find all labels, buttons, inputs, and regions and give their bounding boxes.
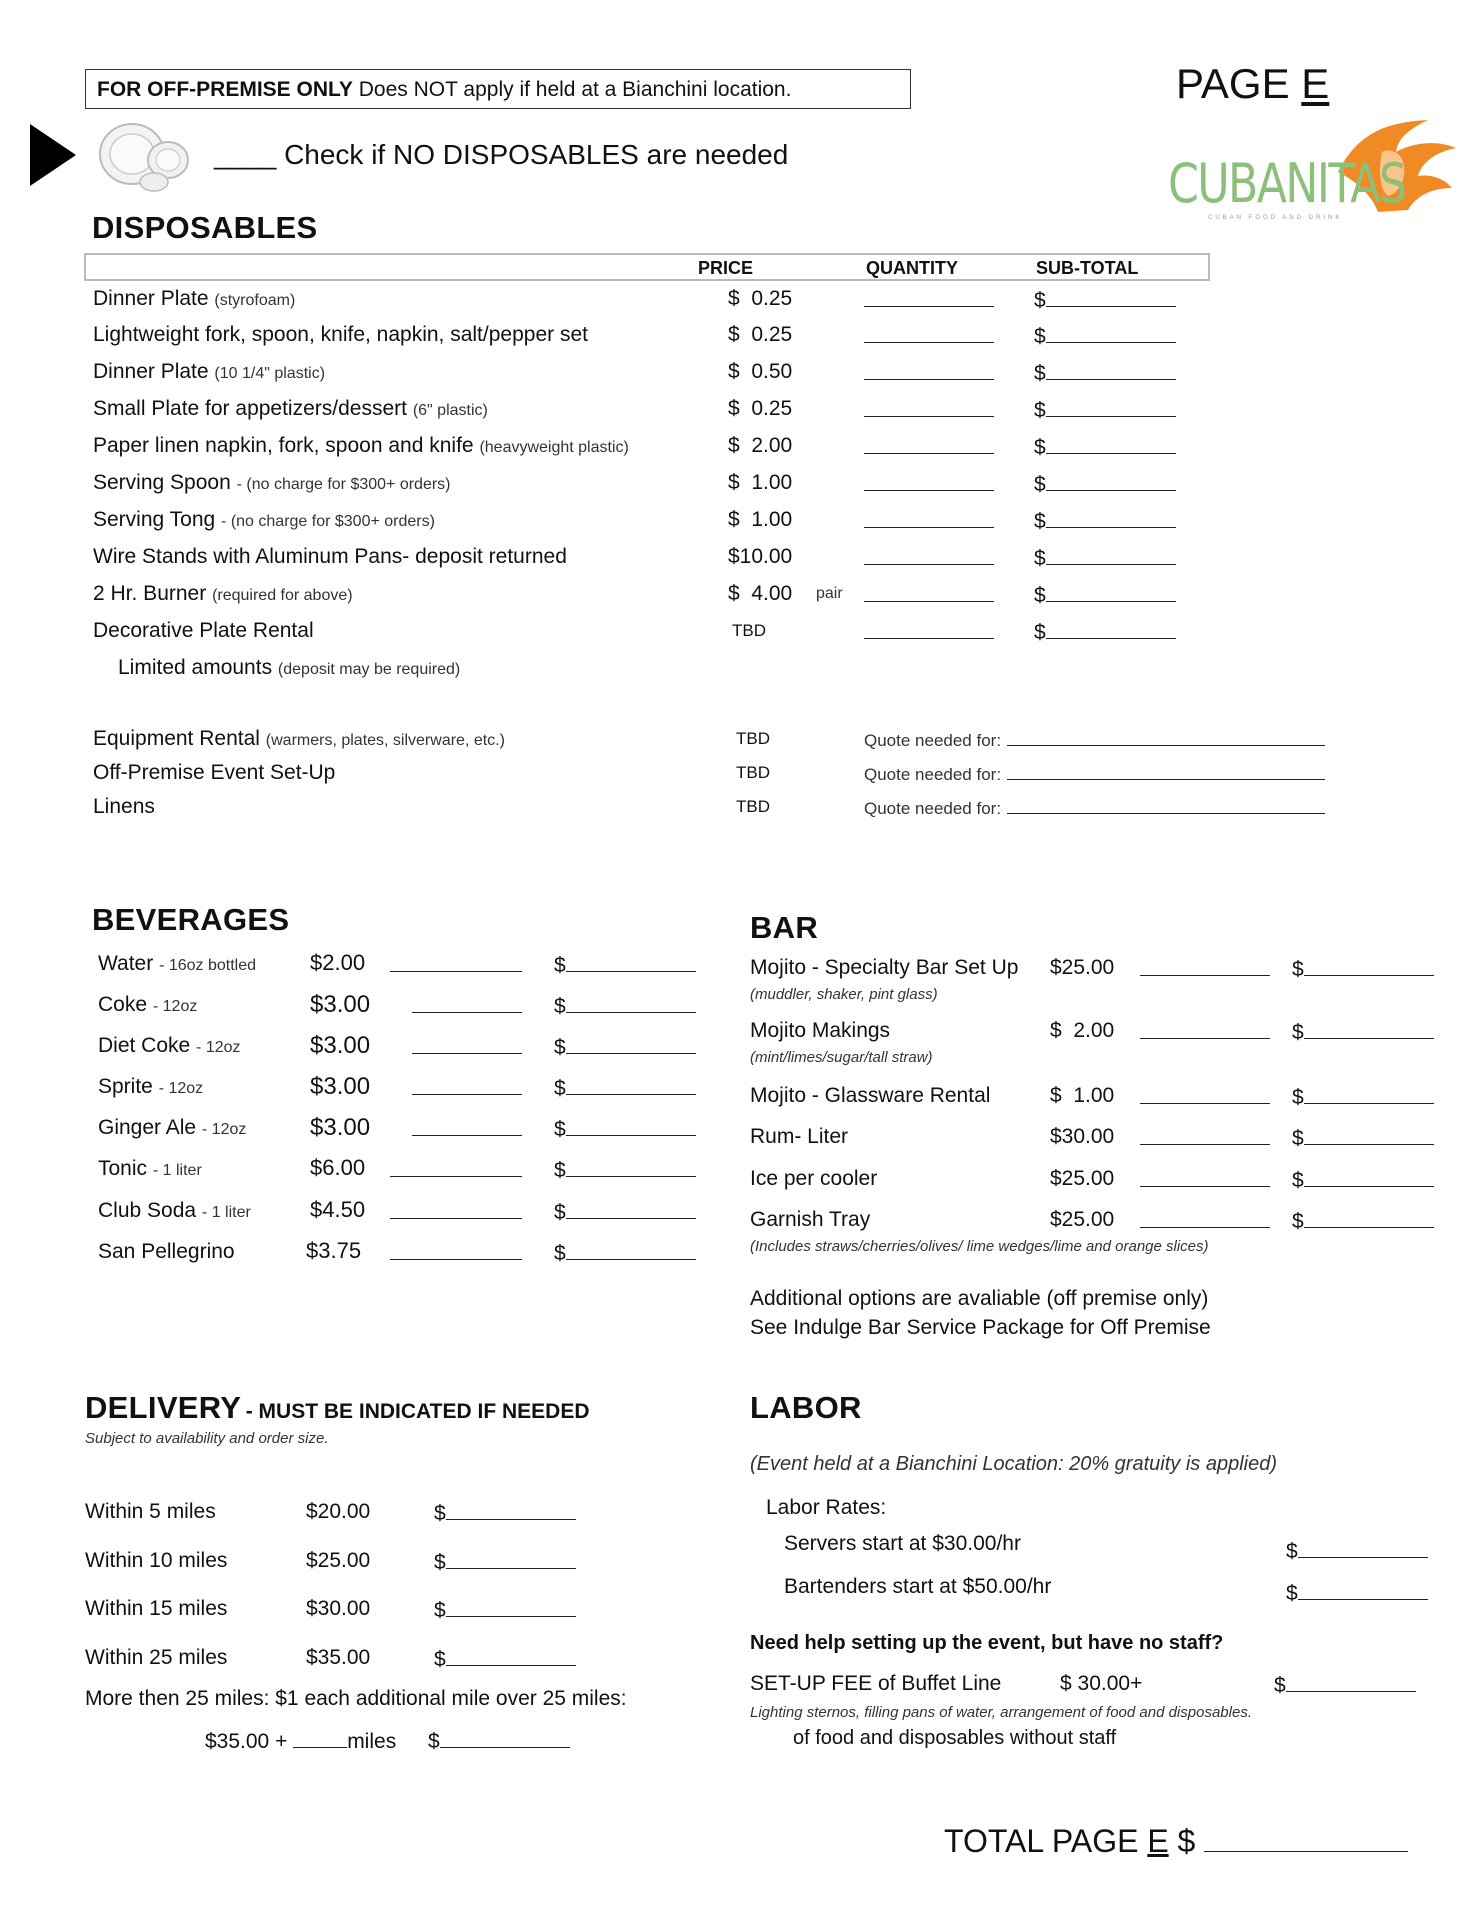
quote-price: TBD xyxy=(736,797,770,816)
item-name: Serving Tong xyxy=(93,508,216,531)
quote-needed xyxy=(864,729,1325,751)
bar-additional-2: See Indulge Bar Service Package for Off Premise xyxy=(750,1316,1211,1339)
delivery-subtotal xyxy=(434,1646,576,1672)
subtotal-dollar: $ xyxy=(554,1077,566,1100)
bar-quantity-input[interactable] xyxy=(1140,1019,1270,1039)
subtotal-field xyxy=(1034,434,1176,460)
disposable-item-price: $ 0.50 xyxy=(728,360,793,383)
disposable-item-name xyxy=(93,582,353,606)
beverage-subtotal xyxy=(554,1157,696,1183)
disposable-item-price: $ 0.25 xyxy=(728,323,793,346)
subtotal-dollar: $ xyxy=(1034,325,1046,348)
item-name: Small Plate for appetizers/dessert xyxy=(93,397,407,420)
beverage-name xyxy=(98,1034,241,1058)
beverage-subtotal-input[interactable] xyxy=(566,1240,696,1260)
subtotal-dollar: $ xyxy=(1292,1210,1304,1233)
labor-servers: Servers start at $30.00/hr xyxy=(784,1532,1021,1555)
subtotal-dollar: $ xyxy=(554,954,566,977)
subtotal-field xyxy=(1034,323,1176,349)
subtotal-input[interactable] xyxy=(1046,397,1176,417)
beverage-name xyxy=(98,993,197,1017)
miles-input[interactable] xyxy=(293,1728,347,1748)
disposable-item-price: $ 0.25 xyxy=(728,397,793,420)
item-name: Decorative Plate Rental xyxy=(93,619,314,642)
quote-note: (warmers, plates, silverware, etc.) xyxy=(265,732,505,749)
notice-text: Does NOT apply if held at a Bianchini location. xyxy=(358,78,792,101)
beverage-name xyxy=(98,1240,235,1264)
subtotal-dollar: $ xyxy=(554,1159,566,1182)
beverage-label: Ginger Ale xyxy=(98,1116,197,1139)
beverage-subtotal-input[interactable] xyxy=(566,1157,696,1177)
subtotal-dollar: $ xyxy=(554,1036,566,1059)
beverage-note: - 12oz xyxy=(158,1080,204,1097)
quote-price: TBD xyxy=(736,729,770,748)
bar-item-price: $ 2.00 xyxy=(1050,1019,1115,1042)
bartenders-subtotal-input[interactable] xyxy=(1298,1580,1428,1600)
bar-subtotal-input[interactable] xyxy=(1304,1084,1434,1104)
subtotal-field xyxy=(1034,582,1176,608)
bar-subtotal-input[interactable] xyxy=(1304,1208,1434,1228)
subtotal-field xyxy=(1034,619,1176,645)
quantity-input[interactable] xyxy=(864,582,994,602)
subtotal-dollar: $ xyxy=(1292,1127,1304,1150)
subtotal-input[interactable] xyxy=(1046,434,1176,454)
beverage-label: Club Soda xyxy=(98,1199,197,1222)
bar-subtotal xyxy=(1292,1019,1434,1045)
beverage-note: - 1 liter xyxy=(201,1204,251,1221)
item-note: (styrofoam) xyxy=(214,292,296,309)
beverage-label: Tonic xyxy=(98,1157,148,1180)
total-page xyxy=(944,1823,1408,1860)
bartenders-subtotal xyxy=(1286,1580,1428,1606)
delivery-title xyxy=(85,1390,590,1426)
delivery-subtotal-input[interactable] xyxy=(446,1500,576,1520)
subtotal-dollar: $ xyxy=(1034,399,1046,422)
beverage-price: $4.50 xyxy=(310,1197,366,1222)
beverage-label: Diet Coke xyxy=(98,1034,191,1057)
disposable-item-name xyxy=(93,471,451,495)
beverage-quantity-input[interactable] xyxy=(412,993,522,1013)
subtotal-dollar: $ xyxy=(434,1551,446,1574)
beverage-note: - 12oz xyxy=(152,998,198,1015)
disposable-item-name xyxy=(93,323,588,347)
beverage-subtotal xyxy=(554,952,696,978)
over-25-base: $35.00 + xyxy=(205,1730,288,1753)
beverage-price: $2.00 xyxy=(310,950,366,975)
disposable-item-price: $ 4.00 xyxy=(728,582,793,605)
subtotal-dollar: $ xyxy=(1292,958,1304,981)
beverage-quantity-input[interactable] xyxy=(390,1157,522,1177)
delivery-subtitle: Subject to availability and order size. xyxy=(85,1430,329,1447)
subtotal-field xyxy=(1034,508,1176,534)
quote-price: TBD xyxy=(736,763,770,782)
bar-item-name: Mojito Makings xyxy=(750,1019,891,1042)
bar-item-name: Mojito - Glassware Rental xyxy=(750,1084,991,1107)
quote-item-name xyxy=(93,795,155,819)
setup-fee: SET-UP FEE of Buffet Line xyxy=(750,1672,1002,1695)
bar-subtotal xyxy=(1292,1167,1434,1193)
beverage-subtotal-input[interactable] xyxy=(566,952,696,972)
beverage-label: Water xyxy=(98,952,154,975)
bar-item-sub: (Includes straws/cherries/olives/ lime wedges/lime and orange slices) xyxy=(750,1238,1209,1255)
delivery-subtotal xyxy=(434,1549,576,1575)
disposable-item-price: $ 1.00 xyxy=(728,508,793,531)
subtotal-input[interactable] xyxy=(1046,582,1176,602)
bar-item-name: Ice per cooler xyxy=(750,1167,878,1190)
bar-quantity-input[interactable] xyxy=(1140,1208,1270,1228)
beverage-subtotal xyxy=(554,993,696,1019)
quantity-input[interactable] xyxy=(864,471,994,491)
col-subtotal: SUB-TOTAL xyxy=(1036,258,1139,278)
col-price: PRICE xyxy=(698,258,754,278)
miles-label: miles xyxy=(347,1730,397,1753)
total-input[interactable] xyxy=(1204,1826,1408,1852)
logo-tagline: CUBAN FOOD AND DRINK xyxy=(1208,215,1343,221)
item-note: - (no charge for $300+ orders) xyxy=(236,476,451,493)
quantity-input[interactable] xyxy=(864,360,994,380)
bar-item-sub: (muddler, shaker, pint glass) xyxy=(750,986,938,1003)
beverage-subtotal xyxy=(554,1240,696,1266)
no-disposables-check[interactable]: ____ Check if NO DISPOSABLES are needed xyxy=(214,139,789,170)
disposable-item-price: $ 0.25 xyxy=(728,287,793,310)
delivery-subtotal-input[interactable] xyxy=(446,1646,576,1666)
disposable-item-name xyxy=(93,545,567,569)
subtotal-dollar: $ xyxy=(1034,584,1046,607)
logo-text: CUBANITAS xyxy=(1168,152,1406,215)
bar-subtotal-input[interactable] xyxy=(1304,1125,1434,1145)
beverage-name xyxy=(98,1157,202,1181)
subtotal-input[interactable] xyxy=(1046,360,1176,380)
item-note: (10 1/4" plastic) xyxy=(214,365,326,382)
subtotal-field xyxy=(1034,360,1176,386)
beverage-note: - 16oz bottled xyxy=(159,957,257,974)
quote-input[interactable] xyxy=(1007,729,1325,746)
bar-subtotal xyxy=(1292,1084,1434,1110)
quote-item-name xyxy=(93,727,505,751)
beverage-note: - 12oz xyxy=(196,1039,241,1056)
quantity-input[interactable] xyxy=(864,397,994,417)
quote-label: Quote needed for: xyxy=(864,799,1002,818)
subtotal-dollar: $ xyxy=(1034,289,1046,312)
beverage-name xyxy=(98,1199,251,1223)
beverage-name xyxy=(98,952,256,976)
quantity-input[interactable] xyxy=(864,323,994,343)
bar-subtotal-input[interactable] xyxy=(1304,956,1434,976)
setup-desc-2: of food and disposables without staff xyxy=(793,1727,1117,1749)
pair-label: pair xyxy=(816,585,843,602)
beverage-label: Sprite xyxy=(98,1075,153,1098)
servers-subtotal xyxy=(1286,1538,1428,1564)
limited-amounts xyxy=(118,656,460,680)
beverage-note: - 1 liter xyxy=(152,1162,202,1179)
labor-rates-label: Labor Rates: xyxy=(766,1496,887,1519)
quantity-input[interactable] xyxy=(864,619,994,639)
bar-title: BAR xyxy=(750,910,819,945)
subtotal-dollar: $ xyxy=(434,1599,446,1622)
item-name: Serving Spoon xyxy=(93,471,231,494)
quantity-input[interactable] xyxy=(864,508,994,528)
pointer-arrow-icon xyxy=(30,124,76,186)
subtotal-input[interactable] xyxy=(1046,471,1176,491)
disposable-item-name xyxy=(93,360,325,384)
delivery-title-text: DELIVERY xyxy=(85,1390,242,1425)
servers-subtotal-input[interactable] xyxy=(1298,1538,1428,1558)
limited-name: Limited amounts xyxy=(118,656,273,679)
disposable-item-name xyxy=(93,508,435,532)
item-note: - (no charge for $300+ orders) xyxy=(221,513,435,530)
subtotal-input[interactable] xyxy=(1046,508,1176,528)
bar-subtotal xyxy=(1292,956,1434,982)
beverage-quantity-input[interactable] xyxy=(412,1075,522,1095)
beverage-subtotal xyxy=(554,1116,696,1142)
disposable-item-price: $10.00 xyxy=(728,545,793,568)
bar-quantity-input[interactable] xyxy=(1140,1084,1270,1104)
subtotal-dollar: $ xyxy=(434,1648,446,1671)
subtotal-dollar: $ xyxy=(1034,473,1046,496)
beverage-subtotal xyxy=(554,1075,696,1101)
delivery-over-25-line xyxy=(205,1728,570,1754)
beverage-subtotal xyxy=(554,1034,696,1060)
over-25-subtotal-input[interactable] xyxy=(440,1728,570,1748)
over-25-dollar: $ xyxy=(428,1730,440,1753)
item-note: (6" plastic) xyxy=(412,402,488,419)
bar-item-price: $30.00 xyxy=(1050,1125,1115,1148)
quote-needed xyxy=(864,763,1325,785)
subtotal-dollar: $ xyxy=(1292,1086,1304,1109)
delivery-subtotal xyxy=(434,1597,576,1623)
setup-subtotal-input[interactable] xyxy=(1286,1672,1416,1692)
disposables-header-box xyxy=(84,253,1210,281)
quote-input[interactable] xyxy=(1007,763,1325,780)
bar-additional-1: Additional options are avaliable (off premise only) xyxy=(750,1287,1209,1310)
beverage-subtotal xyxy=(554,1199,696,1225)
subtotal-dollar: $ xyxy=(434,1502,446,1525)
page-letter: E xyxy=(1301,60,1330,107)
bar-item-price: $25.00 xyxy=(1050,1208,1115,1231)
delivery-item-price: $20.00 xyxy=(306,1500,371,1523)
beverage-price: $3.00 xyxy=(310,1114,371,1141)
subtotal-dollar: $ xyxy=(1034,436,1046,459)
bar-item-sub: (mint/limes/sugar/tall straw) xyxy=(750,1049,933,1066)
plates-icon xyxy=(96,120,192,196)
quantity-input[interactable] xyxy=(864,545,994,565)
subtotal-dollar: $ xyxy=(1034,547,1046,570)
labor-title: LABOR xyxy=(750,1390,862,1425)
quantity-input[interactable] xyxy=(864,434,994,454)
subtotal-field xyxy=(1034,545,1176,571)
delivery-item-name: Within 25 miles xyxy=(85,1646,228,1669)
disposable-item-price: $ 1.00 xyxy=(728,471,793,494)
total-label: TOTAL PAGE xyxy=(944,1823,1139,1859)
bar-item-name: Garnish Tray xyxy=(750,1208,871,1231)
delivery-over-25: More then 25 miles: $1 each additional mile over 25 miles: xyxy=(85,1687,627,1710)
delivery-item-name: Within 15 miles xyxy=(85,1597,228,1620)
item-name: Lightweight fork, spoon, knife, napkin, salt/pepper set xyxy=(93,323,588,346)
quote-label: Quote needed for: xyxy=(864,765,1002,784)
beverage-subtotal-input[interactable] xyxy=(566,1116,696,1136)
delivery-subtotal xyxy=(434,1500,576,1526)
bar-quantity-input[interactable] xyxy=(1140,1125,1270,1145)
beverage-name xyxy=(98,1116,246,1140)
item-name: Dinner Plate xyxy=(93,287,209,310)
page-label-text: PAGE xyxy=(1176,60,1290,107)
subtotal-dollar: $ xyxy=(1034,621,1046,644)
delivery-subtotal-input[interactable] xyxy=(446,1597,576,1617)
subtotal-input[interactable] xyxy=(1046,619,1176,639)
setup-subtotal xyxy=(1274,1672,1416,1698)
labor-gratuity: (Event held at a Bianchini Location: 20% gratuity is applied) xyxy=(750,1453,1277,1475)
item-name: Wire Stands with Aluminum Pans- deposit returned xyxy=(93,545,567,568)
labor-help-question: Need help setting up the event, but have no staff? xyxy=(750,1632,1224,1654)
bar-subtotal xyxy=(1292,1208,1434,1234)
disposable-item-name xyxy=(93,397,488,421)
beverage-price: $3.00 xyxy=(310,1032,371,1059)
delivery-item-price: $25.00 xyxy=(306,1549,371,1572)
subtotal-dollar: $ xyxy=(1034,510,1046,533)
servers-dollar: $ xyxy=(1286,1540,1298,1563)
bar-item-name: Rum- Liter xyxy=(750,1125,849,1148)
beverage-price: $3.00 xyxy=(310,1073,371,1100)
disposable-item-price: TBD xyxy=(732,621,766,640)
delivery-item-price: $35.00 xyxy=(306,1646,371,1669)
labor-bartenders: Bartenders start at $50.00/hr xyxy=(784,1575,1052,1598)
quote-label: Quote needed for: xyxy=(864,731,1002,750)
beverage-quantity-input[interactable] xyxy=(390,952,522,972)
bar-item-price: $ 1.00 xyxy=(1050,1084,1115,1107)
quote-name: Off-Premise Event Set-Up xyxy=(93,761,336,784)
beverage-quantity-input[interactable] xyxy=(412,1034,522,1054)
delivery-subtotal-input[interactable] xyxy=(446,1549,576,1569)
beverage-label: San Pellegrino xyxy=(98,1240,235,1263)
subtotal-field xyxy=(1034,471,1176,497)
bar-item-name: Mojito - Specialty Bar Set Up xyxy=(750,956,1019,979)
subtotal-field xyxy=(1034,397,1176,423)
bar-subtotal-input[interactable] xyxy=(1304,1167,1434,1187)
notice-box xyxy=(85,69,911,109)
quote-name: Linens xyxy=(93,795,155,818)
setup-desc: Lighting sternos, filling pans of water, arrangement of food and disposables. xyxy=(750,1704,1252,1721)
item-note: (heavyweight plastic) xyxy=(479,439,629,456)
beverage-quantity-input[interactable] xyxy=(412,1116,522,1136)
subtotal-dollar: $ xyxy=(1292,1169,1304,1192)
beverage-subtotal-input[interactable] xyxy=(566,1199,696,1219)
total-letter: E xyxy=(1147,1823,1169,1859)
subtotal-dollar: $ xyxy=(554,1242,566,1265)
beverage-price: $6.00 xyxy=(310,1155,366,1180)
disposable-item-name xyxy=(93,434,629,458)
beverage-quantity-input[interactable] xyxy=(390,1199,522,1219)
bar-subtotal xyxy=(1292,1125,1434,1151)
beverage-price: $3.75 xyxy=(306,1238,362,1263)
bar-item-price: $25.00 xyxy=(1050,1167,1115,1190)
subtotal-field xyxy=(1034,287,1176,313)
total-dollar: $ xyxy=(1177,1823,1196,1859)
quote-item-name xyxy=(93,761,335,785)
subtotal-dollar: $ xyxy=(1292,1021,1304,1044)
beverage-subtotal-input[interactable] xyxy=(566,993,696,1013)
beverage-subtotal-input[interactable] xyxy=(566,1034,696,1054)
beverage-note: - 12oz xyxy=(201,1121,247,1138)
subtotal-input[interactable] xyxy=(1046,323,1176,343)
subtotal-input[interactable] xyxy=(1046,545,1176,565)
disposable-item-price: $ 2.00 xyxy=(728,434,793,457)
quote-needed xyxy=(864,797,1325,819)
beverages-title: BEVERAGES xyxy=(92,902,290,937)
quote-name: Equipment Rental xyxy=(93,727,260,750)
bartenders-dollar: $ xyxy=(1286,1582,1298,1605)
bar-quantity-input[interactable] xyxy=(1140,956,1270,976)
beverage-label: Coke xyxy=(98,993,148,1016)
subtotal-input[interactable] xyxy=(1046,287,1176,307)
bar-item-price: $25.00 xyxy=(1050,956,1115,979)
quote-input[interactable] xyxy=(1007,797,1325,814)
disposables-title: DISPOSABLES xyxy=(92,210,318,245)
bar-quantity-input[interactable] xyxy=(1140,1167,1270,1187)
disposable-item-name xyxy=(93,287,295,311)
col-quantity: QUANTITY xyxy=(866,258,958,278)
item-name: 2 Hr. Burner xyxy=(93,582,207,605)
bar-subtotal-input[interactable] xyxy=(1304,1019,1434,1039)
setup-dollar: $ xyxy=(1274,1674,1286,1697)
logo xyxy=(1168,112,1458,230)
beverage-price: $3.00 xyxy=(310,991,371,1018)
beverage-subtotal-input[interactable] xyxy=(566,1075,696,1095)
quantity-input[interactable] xyxy=(864,287,994,307)
setup-price: $ 30.00+ xyxy=(1060,1672,1143,1695)
limited-note: (deposit may be required) xyxy=(277,661,461,678)
subtotal-dollar: $ xyxy=(554,1118,566,1141)
delivery-item-name: Within 5 miles xyxy=(85,1500,216,1523)
delivery-item-price: $30.00 xyxy=(306,1597,371,1620)
page-label xyxy=(1176,60,1329,108)
subtotal-dollar: $ xyxy=(1034,362,1046,385)
item-name: Paper linen napkin, fork, spoon and knife xyxy=(93,434,474,457)
subtotal-dollar: $ xyxy=(554,995,566,1018)
delivery-item-name: Within 10 miles xyxy=(85,1549,228,1572)
beverage-name xyxy=(98,1075,203,1099)
disposable-item-name xyxy=(93,619,314,643)
item-note: (required for above) xyxy=(212,587,353,604)
beverage-quantity-input[interactable] xyxy=(390,1240,522,1260)
notice-bold: FOR OFF-PREMISE ONLY xyxy=(97,78,353,101)
item-name: Dinner Plate xyxy=(93,360,209,383)
subtotal-dollar: $ xyxy=(554,1201,566,1224)
delivery-title-note: - MUST BE INDICATED IF NEEDED xyxy=(245,1400,590,1423)
